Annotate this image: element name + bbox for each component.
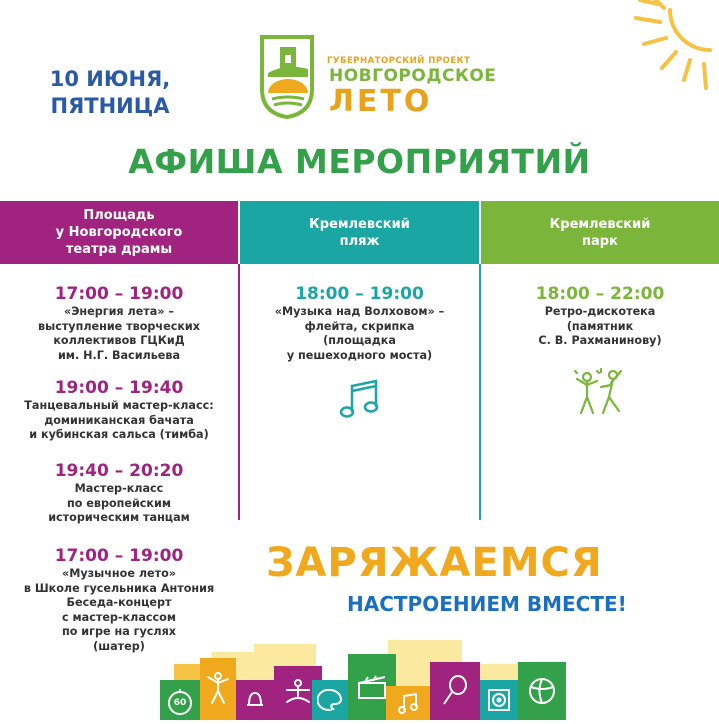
event-musical-summer <box>0 545 238 654</box>
event-desc-line: и кубинская сальса (тимба) <box>29 428 209 441</box>
event-historical-dances <box>0 460 238 526</box>
event-desc-line: (памятник <box>566 319 634 333</box>
event-desc-line: (шатер) <box>93 639 145 653</box>
date-line2: ПЯТНИЦА <box>50 94 170 118</box>
logo-line2: ЛЕТО <box>329 84 433 119</box>
sun-icon <box>600 0 719 95</box>
event-dance-masterclass <box>0 377 238 443</box>
header-line: парк <box>582 233 618 249</box>
column-header-theatre-square <box>0 201 238 264</box>
event-desc-line: у пешеходного моста) <box>286 348 433 362</box>
header-line: Площадь <box>83 208 155 223</box>
event-music-over-volkhov <box>240 283 479 363</box>
logo-subtitle: ГУБЕРНАТОРСКИЙ ПРОЕКТ <box>327 56 471 66</box>
event-desc-line: (площадка <box>323 334 396 347</box>
tile-tennis <box>430 662 480 720</box>
tile-palette <box>312 680 348 720</box>
column-header-kremlin-beach <box>240 201 479 264</box>
event-time: 17:00 – 19:00 <box>54 546 184 566</box>
palette-icon <box>317 688 343 712</box>
volleyball-icon <box>527 676 557 706</box>
music-note-icon <box>338 378 382 420</box>
tile-music <box>386 686 430 720</box>
dancer-icon <box>204 671 232 707</box>
header-line: Кремлевский <box>309 216 410 232</box>
tile-volleyball <box>518 662 566 720</box>
tile-dancer <box>200 658 236 720</box>
event-desc-line: коллективов ГЦКиД <box>53 334 185 347</box>
decorative-tiles <box>160 640 719 720</box>
event-date <box>30 66 190 120</box>
header-line: у Новгородского <box>55 225 183 240</box>
bell-icon <box>243 687 267 713</box>
event-time: 19:00 – 19:40 <box>54 378 184 398</box>
logo-line1: НОВГОРОДСКОЕ <box>329 66 497 86</box>
event-time: 19:40 – 20:20 <box>54 461 184 481</box>
slogan-line2: НАСТРОЕНИЕМ ВМЕСТЕ! <box>347 592 627 616</box>
header-line: Кремлевский <box>549 216 651 232</box>
tennis-racket-icon <box>440 674 470 708</box>
tile-vinyl <box>480 680 518 720</box>
event-desc-line: выступление творческих <box>38 319 200 333</box>
clapperboard-icon <box>356 673 388 701</box>
column-header-kremlin-park <box>481 201 719 264</box>
event-time: 18:00 – 22:00 <box>535 284 665 304</box>
dancing-people-icon <box>571 367 631 419</box>
page-title: АФИША МЕРОПРИЯТИЙ <box>128 142 591 181</box>
event-desc-line: Беседа-концерт <box>66 596 172 609</box>
date-line1: 10 ИЮНЯ, <box>49 67 171 91</box>
event-energy-of-summer <box>0 283 238 363</box>
event-desc-line: в Школе гусельника Антония <box>23 581 215 595</box>
timer-tile <box>160 680 200 720</box>
event-desc-line: историческим танцам <box>48 511 190 524</box>
event-desc-line: «Энергия лета» – <box>63 305 175 318</box>
music-note-small-icon <box>397 692 419 714</box>
event-desc-line: Ретро-дискотека <box>544 305 656 318</box>
slogan-line1: ЗАРЯЖАЕМСЯ <box>266 540 603 586</box>
event-time: 18:00 – 19:00 <box>295 284 424 304</box>
event-desc-line: им. Н.Г. Васильева <box>57 348 181 362</box>
event-desc-line: по игре на гуслях <box>61 625 177 638</box>
header-line: пляж <box>339 233 380 249</box>
kremlin-emblem-icon <box>256 33 318 119</box>
record-player-icon <box>487 688 511 712</box>
event-desc-line: С. В. Рахманинову) <box>538 334 662 347</box>
event-desc-line: Мастер-класс <box>74 482 164 495</box>
event-retro-disco <box>481 283 719 349</box>
header-line: театра драмы <box>65 242 173 257</box>
event-desc-line: «Музычное лето» <box>61 567 177 580</box>
yoga-icon <box>281 676 315 710</box>
event-desc-line: Танцевальный мастер-класс: <box>24 399 214 412</box>
tile-bell <box>236 680 274 720</box>
timer-label: 60 <box>173 698 187 708</box>
event-desc-line: флейта, скрипка <box>304 319 415 333</box>
event-desc-line: «Музыка над Волховом» – <box>274 305 445 318</box>
event-desc-line: с мастер-классом <box>61 610 176 624</box>
event-time: 17:00 – 19:00 <box>54 284 184 304</box>
event-desc-line: по европейским <box>66 496 172 510</box>
event-desc-line: доминиканская бачата <box>44 413 194 427</box>
